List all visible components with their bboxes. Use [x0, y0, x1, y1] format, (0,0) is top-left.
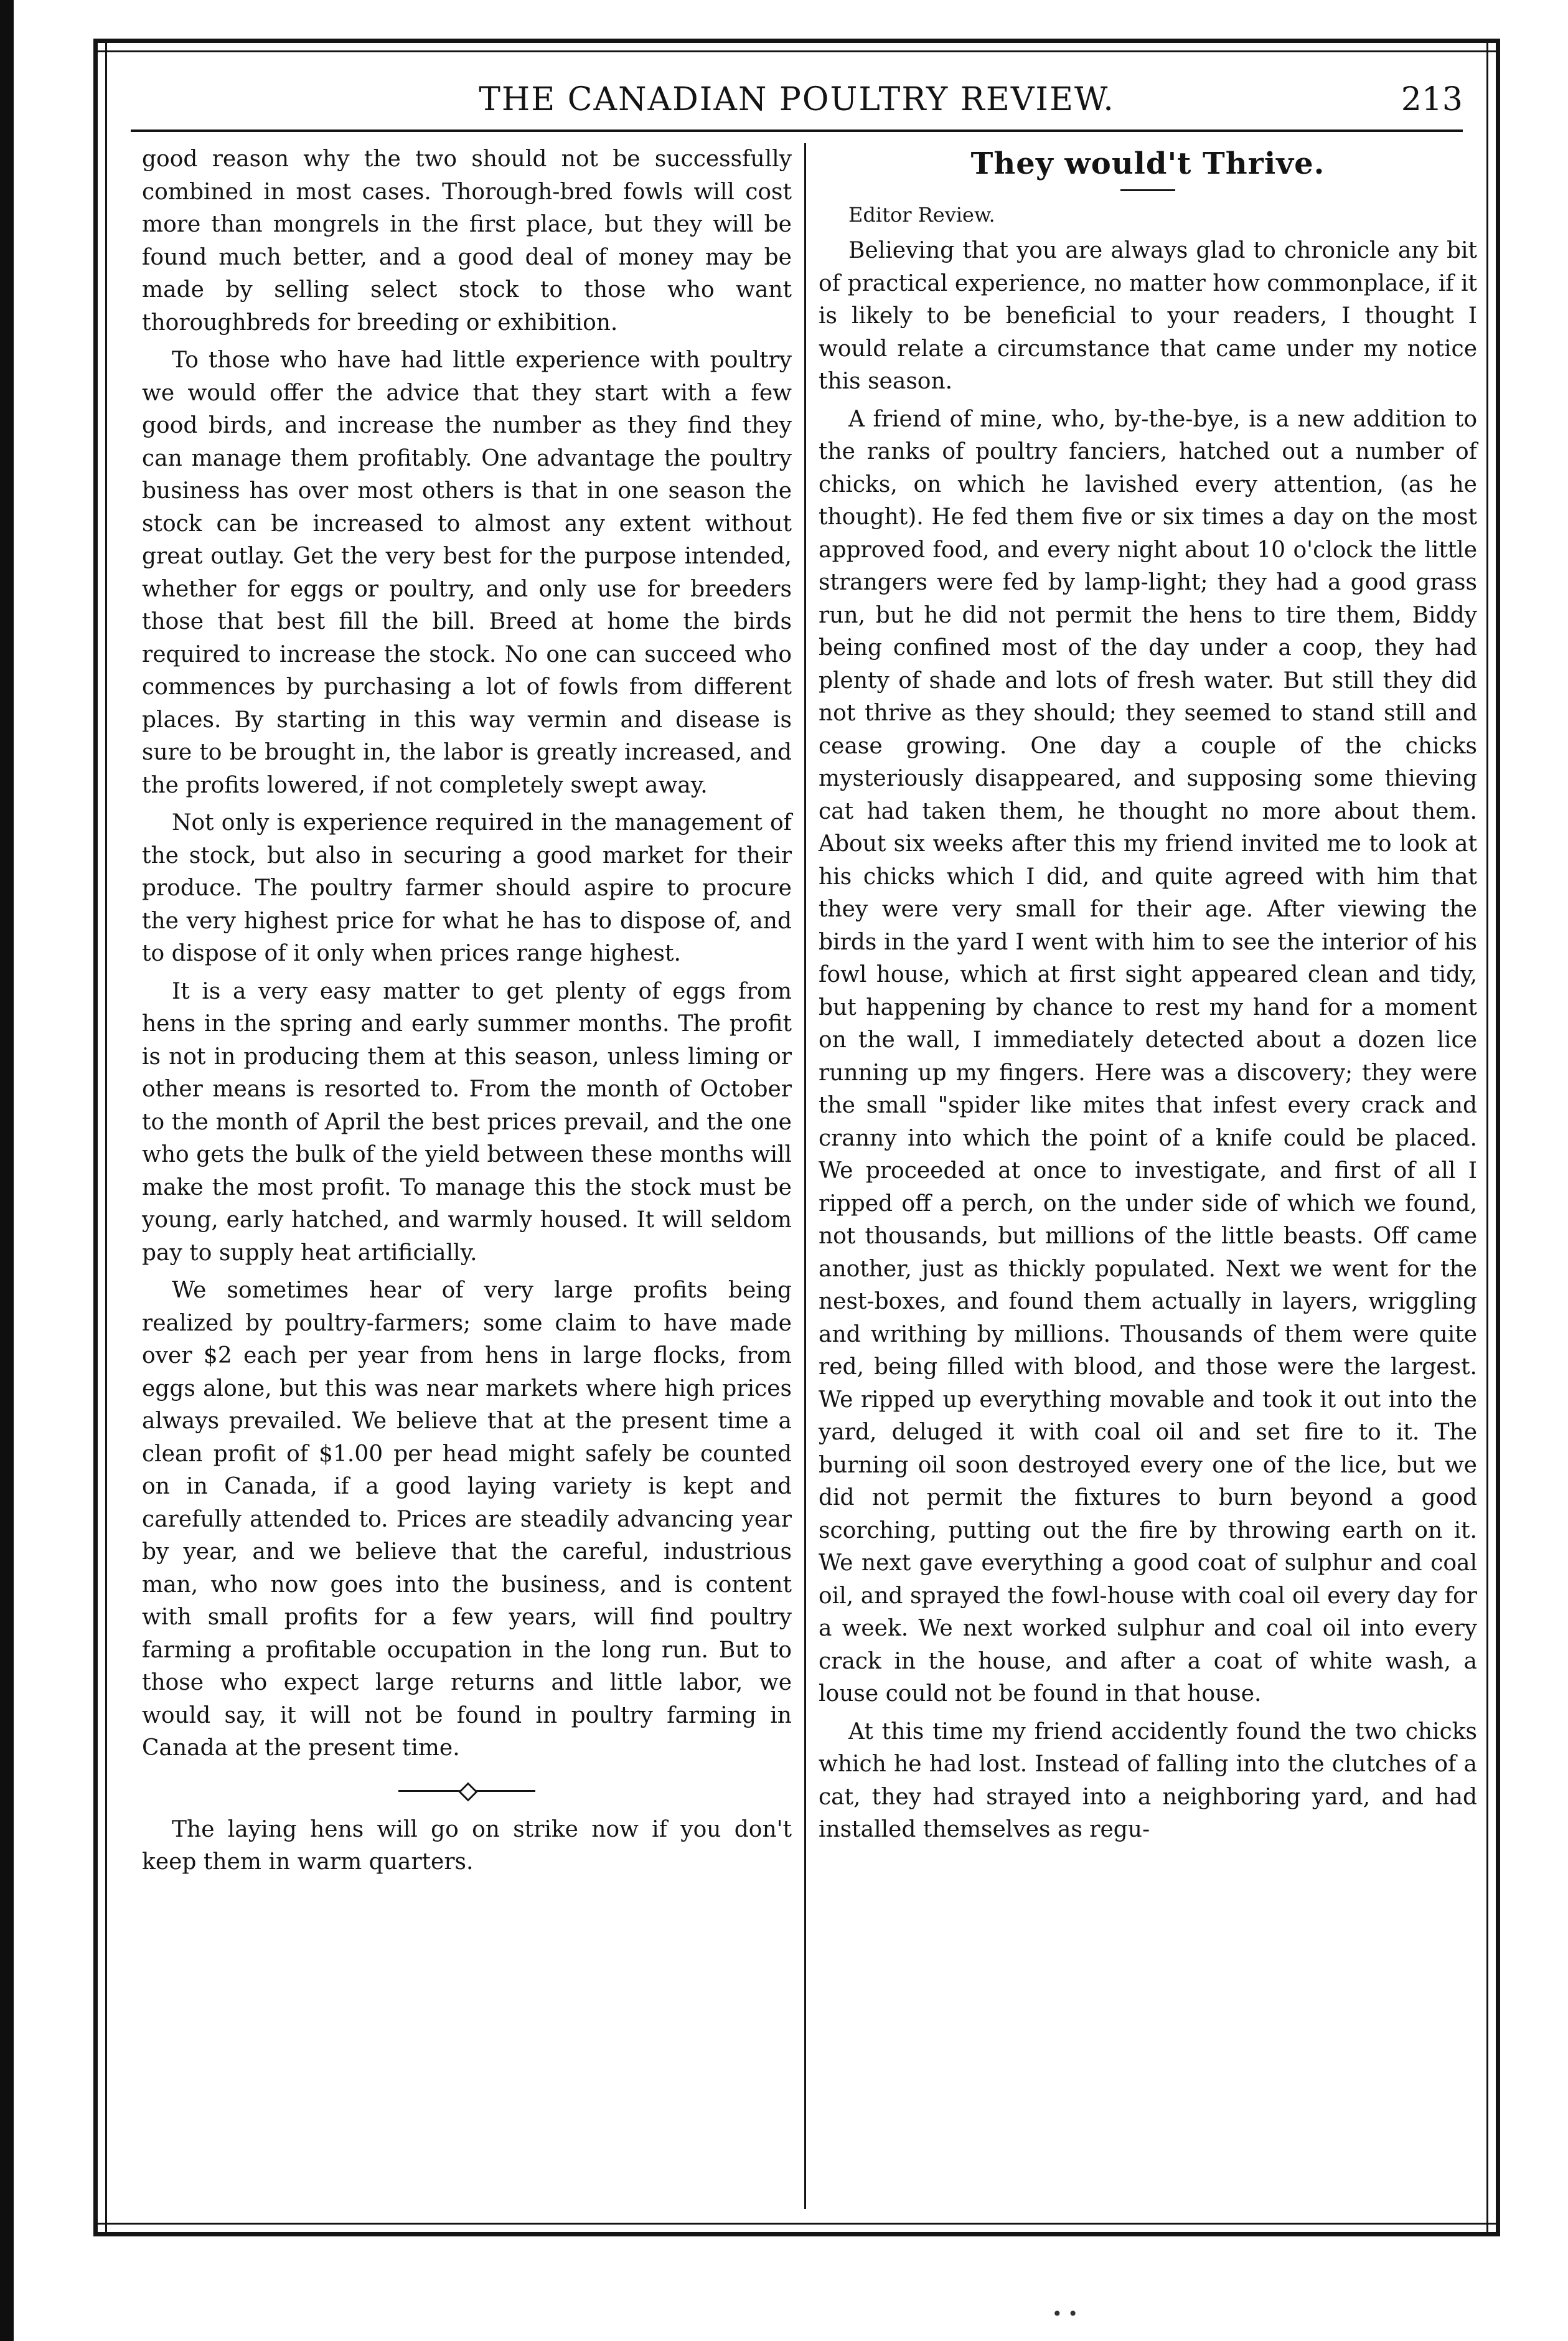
paragraph: Believing that you are always glad to chronicle any bit of practical experience, no matter how commonplace, if it is likely to be beneficial to your readers, I thought I would relate a circumstance that came under my notice this season.	[819, 238, 1477, 394]
closing-note: The laying hens will go on strike now if you don't keep them in warm quarters.	[142, 1816, 792, 1875]
paragraph: Not only is experience required in the management of the stock, but also in securing a good market for their produce. The poultry farmer should aspire to procure the very highest price for what he has to dispose of, and to dispose of it only when prices range highest.	[142, 810, 792, 966]
binding-edge	[0, 0, 14, 2341]
article-title: They would't Thrive.	[970, 146, 1325, 181]
right-column	[819, 143, 1477, 2209]
border-top	[93, 39, 1500, 52]
column-divider	[804, 143, 806, 2209]
border-left	[93, 39, 107, 2236]
paragraph: A friend of mine, who, by-the-bye, is a new addition to the ranks of poultry fanciers, hatched out a number of chicks, on which he lavished every attention, (as he thought). He fed them five or six times a day on the most approved food, and every night about 10 o'clock the little strangers were fed by lamp-light; they had a good grass run, but he did not permit the hens to tire them, Biddy being confined most of the day under a coop, they had plenty of shade and lots of fresh water. But still they did not thrive as they should; they seemed to stand still and cease growing. One day a couple of the chicks mysteriously disappeared, and supposing some thieving cat had taken them, he thought no more about them. About six weeks after this my friend invited me to look at his chicks which I did, and quite agreed with him that they were very small for their age. After viewing the birds in the yard I went with him to see the interior of his fowl house, which at first sight appeared clean and tidy, but happening by chance to rest my hand for a moment on the wall, I immediately detected about a dozen lice running up my fingers. Here was a discovery; they were the small "spider like mites that infest every crack and cranny into which the point of a knife could be placed. We proceeded at once to investigate, and first of all I ripped off a perch, on the under side of which we found, not thousands, but millions of the little beasts. Off came another, just as thickly populated. Next we went for the nest-boxes, and found them actually in layers, wriggling and writhing by millions. Thousands of them were quite red, being filled with blood, and those were the largest. We ripped up everything movable and took it out into the yard, deluged it with coal oil and set fire to it. The burning oil soon destroyed every one of the lice, but we did not permit the fixtures to burn beyond a good scorching, putting out the fire by throwing earth on it. We next gave everything a good coat of sulphur and coal oil, and sprayed the fowl-house with coal oil every day for a week. We next worked sulphur and coal oil into every crack in the house, and after a coat of white wash, a louse could not be found in that house.	[819, 406, 1477, 1707]
paragraph: We sometimes hear of very large profits being realized by poultry-farmers; some claim to have made over $2 each per year from hens in large flocks, from eggs alone, but this was near markets where high prices always prevailed. We believe that at the present time a clean profit of $1.00 per head might safely be counted on in Canada, if a good laying variety is kept and carefully attended to. Prices are steadily advancing year by year, and we believe that the careful, industrious man, who now goes into the business, and is content with small profits for a few years, will find poultry farming a profitable occupation in the long run. But to those who expect large returns and little labor, we would say, it will not be found in poultry farming in Canada at the present time.	[142, 1278, 792, 1761]
paragraph: At this time my friend accidently found the two chicks which he had lost. Instead of falling into the clutches of a cat, they had strayed into a neighboring yard, and had installed themselves as regu-	[819, 1718, 1477, 1842]
print-specks: • •	[1052, 2304, 1078, 2324]
page-header	[131, 73, 1463, 132]
border-right	[1486, 39, 1500, 2236]
left-column	[142, 143, 792, 2209]
diamond-rule-icon	[398, 1781, 535, 1800]
journal-page	[93, 39, 1500, 2236]
salutation: Editor Review.	[848, 203, 995, 227]
paragraph: It is a very easy matter to get plenty of eggs from hens in the spring and early summer months. The profit is not in producing them at this season, unless liming or other means is resorted to. From the month of October to the month of April the best prices prevail, and the one who gets the bulk of the yield between these months will make the most profit. To manage this the stock must be young, early hatched, and warmly housed. It will seldom pay to supply heat artificially.	[142, 978, 792, 1266]
border-bottom	[93, 2223, 1500, 2236]
page-number: 213	[1401, 81, 1463, 118]
running-title: THE CANADIAN POULTRY REVIEW.	[479, 81, 1115, 118]
paragraph: To those who have had little experience with poultry we would offer the advice that they start with a few good birds, and increase the number as they find they can manage them profitably. One advantage the poultry business has over most others is that in one season the stock can be increased to almost any extent without great outlay. Get the very best for the purpose intended, whether for eggs or poultry, and only use for breeders those that best fill the bill. Breed at home the birds required to increase the stock. No one can succeed who commences by purchasing a lot of fowls from different places. By starting in this way vermin and disease is sure to be brought in, the labor is greatly increased, and the profits lowered, if not completely swept away.	[142, 347, 792, 798]
paragraph: good reason why the two should not be successfully combined in most cases. Thorough-bred fowls will cost more than mongrels in the first place, but they will be found much better, and a good deal of money may be made by selling select stock to those who want thoroughbreds for breeding or exhibition.	[142, 146, 792, 336]
diamond-icon	[458, 1782, 477, 1801]
title-rule	[1120, 189, 1175, 191]
